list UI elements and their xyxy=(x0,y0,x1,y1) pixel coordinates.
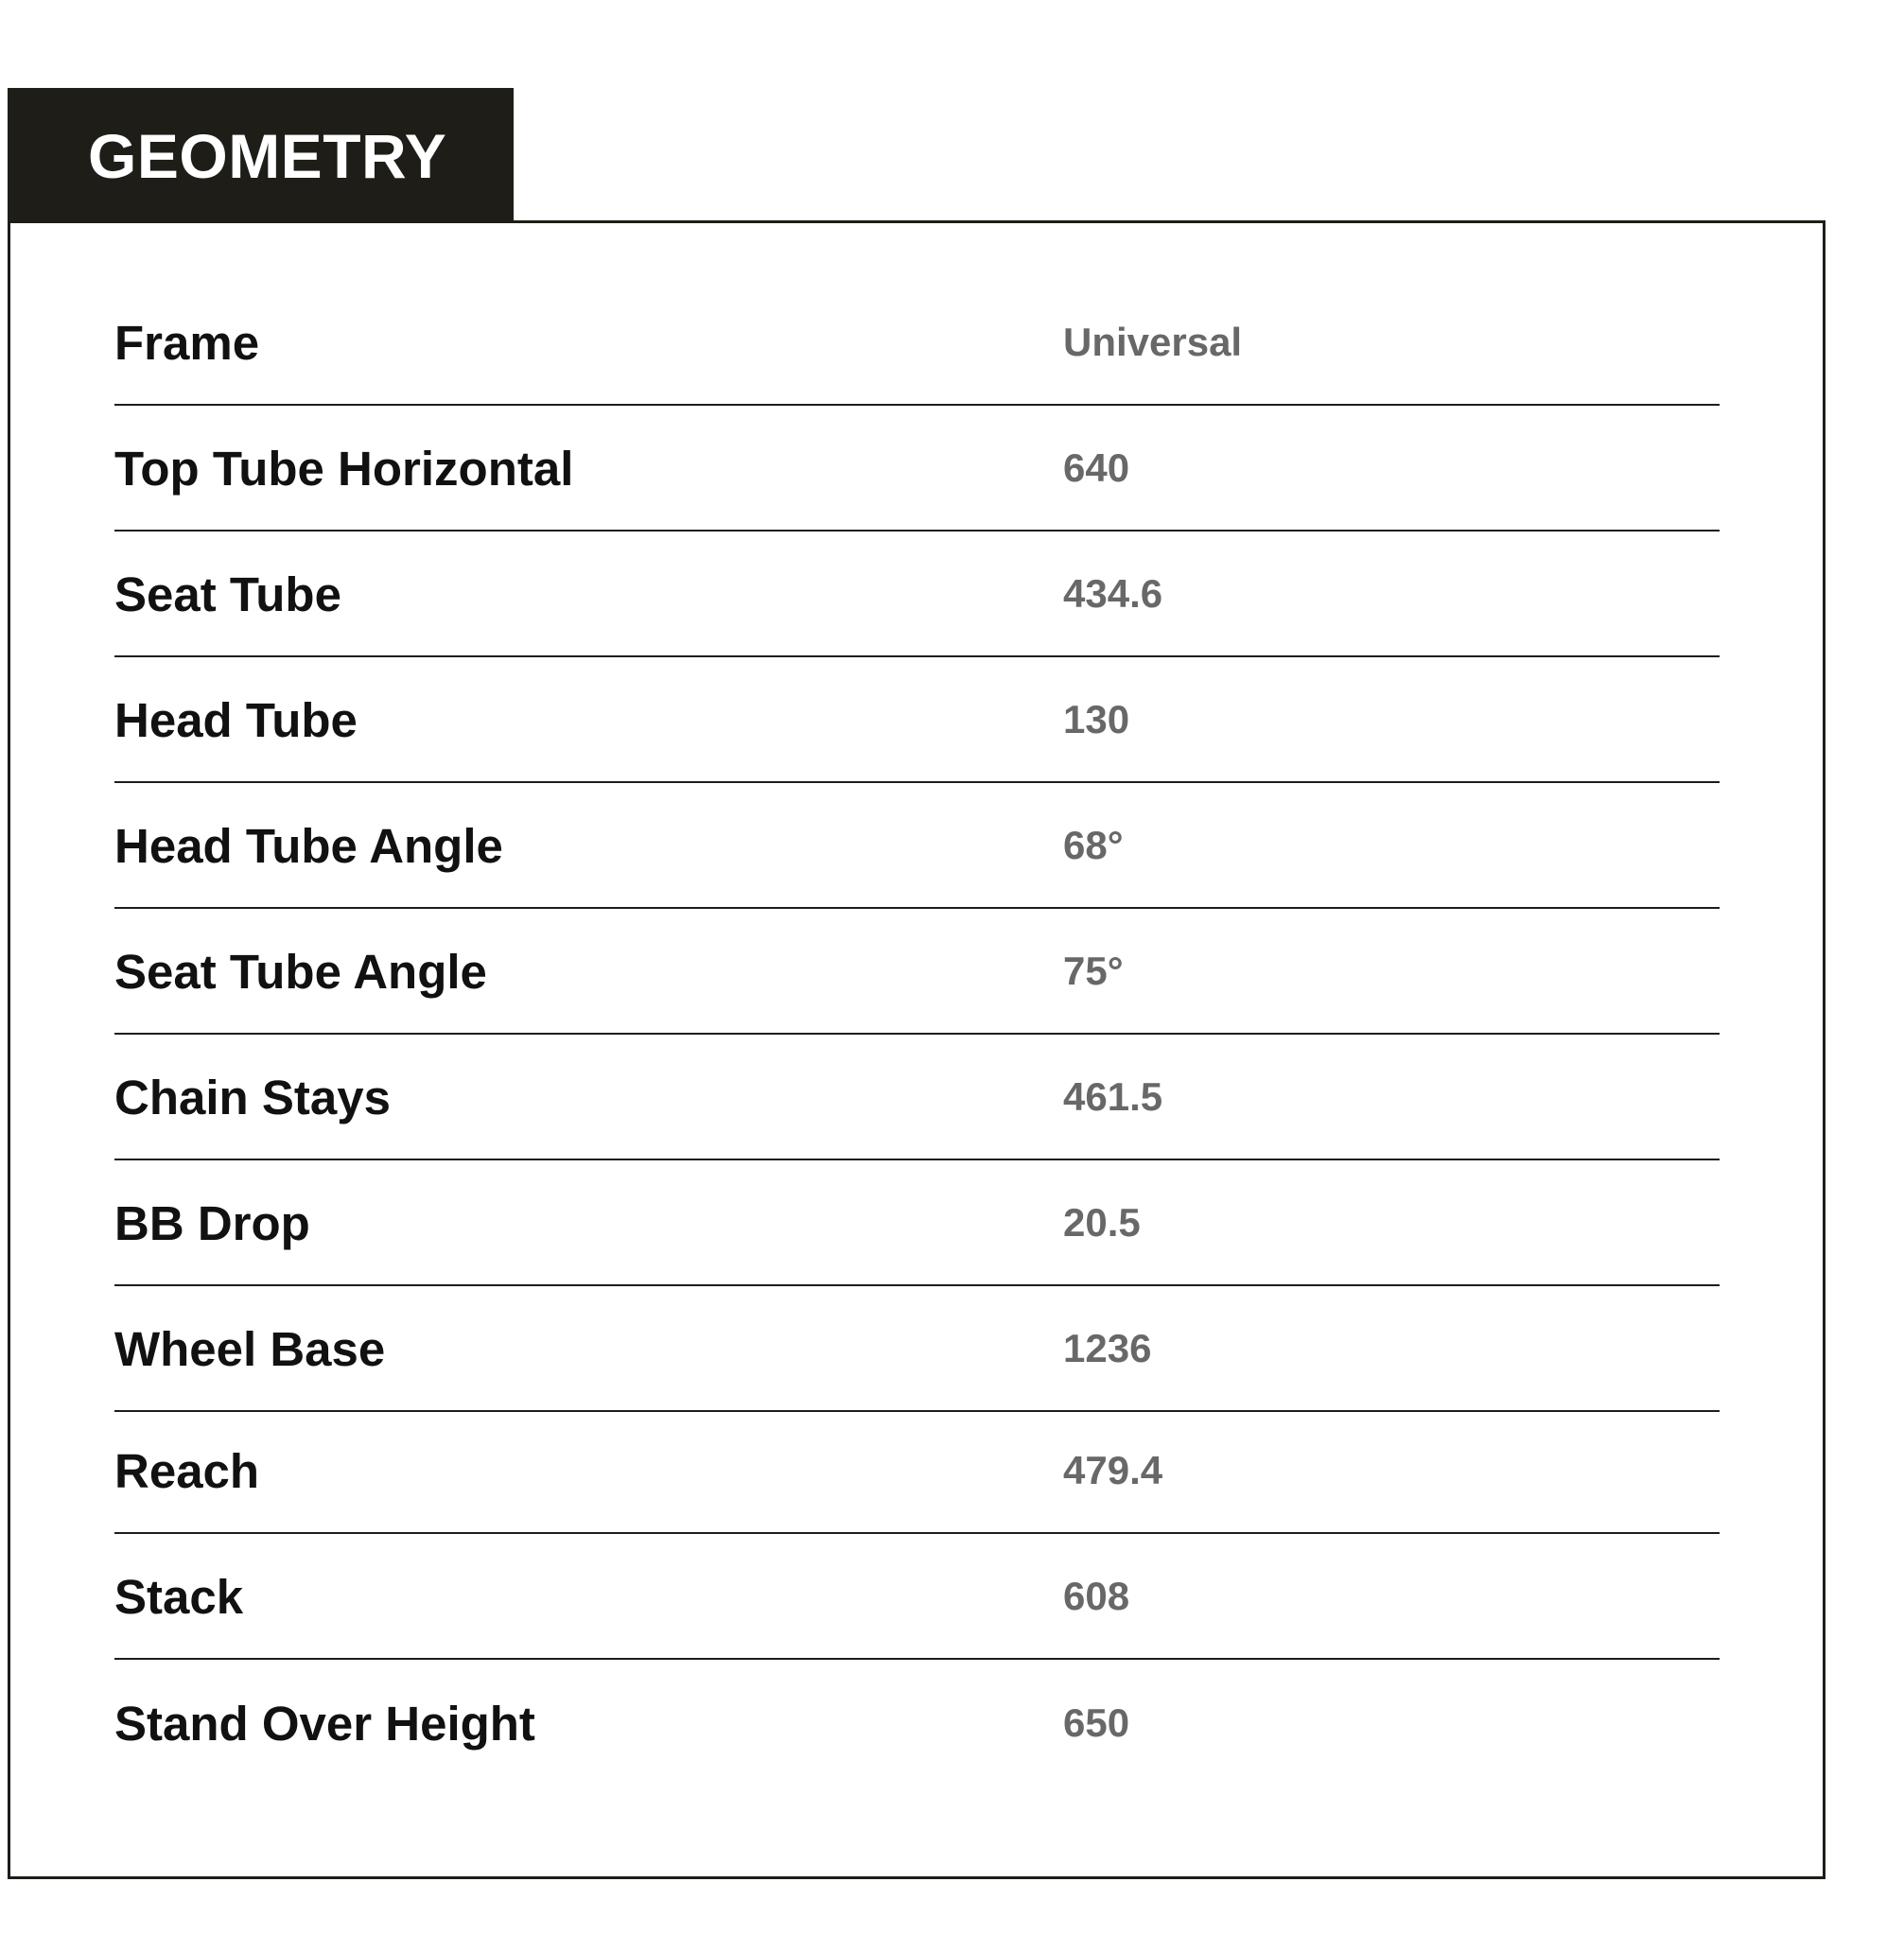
row-label: Top Tube Horizontal xyxy=(114,441,574,496)
geometry-header-tab xyxy=(8,88,514,223)
row-stand-over-height xyxy=(114,1661,1720,1786)
row-label: Head Tube Angle xyxy=(114,818,503,873)
row-value: 1236 xyxy=(1063,1326,1152,1370)
row-label: Wheel Base xyxy=(114,1321,386,1376)
row-seat-tube-angle xyxy=(114,910,1720,1035)
row-value: 20.5 xyxy=(1063,1200,1141,1245)
row-label: Seat Tube Angle xyxy=(114,944,487,999)
row-value: 650 xyxy=(1063,1700,1130,1745)
row-stack xyxy=(114,1535,1720,1660)
row-label: Head Tube xyxy=(114,692,358,747)
row-top-tube-horizontal xyxy=(114,407,1720,532)
row-value: 130 xyxy=(1063,697,1130,741)
row-head-tube xyxy=(114,658,1720,783)
row-bb-drop xyxy=(114,1161,1720,1286)
row-value: 434.6 xyxy=(1063,571,1163,616)
row-label: Stack xyxy=(114,1569,244,1624)
row-frame xyxy=(114,281,1720,406)
row-label: BB Drop xyxy=(114,1195,310,1250)
row-label: Seat Tube xyxy=(114,566,341,621)
row-value: Universal xyxy=(1063,320,1243,364)
row-value: 75° xyxy=(1063,949,1124,993)
row-label: Frame xyxy=(114,315,260,370)
row-seat-tube xyxy=(114,532,1720,657)
row-value: 479.4 xyxy=(1063,1448,1163,1492)
row-head-tube-angle xyxy=(114,784,1720,909)
row-value: 461.5 xyxy=(1063,1074,1163,1119)
row-wheel-base xyxy=(114,1287,1720,1412)
row-label: Stand Over Height xyxy=(114,1696,535,1751)
geometry-table xyxy=(8,220,1825,1879)
row-chain-stays xyxy=(114,1036,1720,1160)
row-label: Chain Stays xyxy=(114,1070,391,1124)
row-label: Reach xyxy=(114,1443,260,1498)
section-title: GEOMETRY xyxy=(88,120,447,191)
row-value: 68° xyxy=(1063,823,1124,867)
row-value: 608 xyxy=(1063,1574,1130,1618)
row-reach xyxy=(114,1409,1720,1534)
row-value: 640 xyxy=(1063,445,1130,490)
